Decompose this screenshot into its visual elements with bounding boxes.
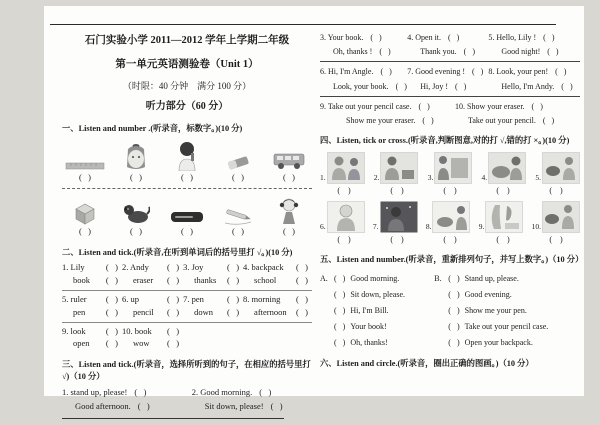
answer-bracket[interactable]: ( ) bbox=[334, 306, 346, 316]
dashed-divider bbox=[62, 188, 312, 189]
girl-image bbox=[266, 197, 312, 225]
answer-bracket[interactable]: ( ) bbox=[448, 322, 460, 332]
backpack-image bbox=[113, 141, 159, 171]
sentence-option: 5. Hello, Lily ! ( ) bbox=[488, 33, 555, 42]
table-rule bbox=[62, 290, 312, 291]
answer-bracket[interactable]: ( ) bbox=[448, 33, 460, 42]
answer-bracket[interactable]: ( ) bbox=[549, 185, 563, 195]
word-option: wow ( ) bbox=[132, 338, 180, 349]
scene-image-9: 9. bbox=[479, 201, 524, 233]
answer-bracket[interactable]: ( ) bbox=[105, 306, 118, 317]
sentence-order-item: B. ( ) Stand up, please. bbox=[434, 273, 519, 283]
left-column-end-rule bbox=[62, 418, 284, 419]
answer-bracket[interactable]: ( ) bbox=[418, 101, 430, 111]
word-option: 1. Lily ( ) bbox=[62, 261, 118, 272]
answer-bracket[interactable]: ( ) bbox=[561, 81, 573, 91]
sentence-option: 6. Hi, I'm Angle. ( ) bbox=[320, 67, 392, 77]
section1-bracket-row-1 bbox=[62, 172, 312, 184]
answer-bracket[interactable]: ( ) bbox=[455, 81, 467, 91]
sentence-option: 1. stand up, please! ( ) bbox=[62, 386, 147, 397]
sentence-order-item: ( ) Take out your pencil case. bbox=[448, 322, 549, 332]
answer-bracket[interactable]: ( ) bbox=[543, 33, 555, 42]
sentence-option: Look, your book. ( ) bbox=[333, 81, 407, 91]
page-top-rule bbox=[50, 24, 556, 25]
ruler-image bbox=[62, 161, 108, 171]
sentence-option: 10. Show your eraser. ( ) bbox=[455, 101, 543, 111]
section4-header: 四、Listen, tick or cross.(听录音,判断图意,对的打 √,错的打 ×。)(10 分) bbox=[320, 136, 570, 146]
answer-bracket[interactable]: ( ) bbox=[334, 338, 346, 348]
answer-bracket[interactable]: ( ) bbox=[167, 338, 180, 349]
answer-bracket[interactable]: ( ) bbox=[137, 401, 150, 412]
answer-bracket[interactable]: ( ) bbox=[295, 306, 308, 317]
sentence-order-item: ( ) Sit down, please. bbox=[334, 289, 405, 299]
answer-bracket[interactable]: ( ) bbox=[496, 185, 510, 195]
sentence-option: Oh, thanks ! ( ) bbox=[333, 47, 391, 57]
answer-bracket[interactable]: ( ) bbox=[227, 274, 240, 285]
boy-image bbox=[164, 141, 210, 171]
answer-bracket[interactable]: ( ) bbox=[282, 226, 296, 237]
section5-sentence-lists bbox=[320, 273, 580, 349]
word-option: school ( ) bbox=[254, 274, 308, 285]
answer-bracket[interactable]: ( ) bbox=[105, 325, 118, 336]
section3-rule bbox=[320, 96, 580, 97]
sentence-option: Hello, I'm Andy. ( ) bbox=[501, 81, 573, 91]
section1-header: 一、Listen and number .(听录音，标数字。)(10 分) bbox=[62, 123, 243, 133]
sentence-option: Take out your pencil. ( ) bbox=[468, 115, 555, 125]
word-option: eraser ( ) bbox=[132, 274, 180, 285]
answer-bracket[interactable]: ( ) bbox=[227, 306, 240, 317]
answer-bracket[interactable]: ( ) bbox=[129, 226, 143, 237]
sentence-order-item: ( ) Oh, thanks! bbox=[334, 338, 388, 348]
answer-bracket[interactable]: ( ) bbox=[334, 322, 346, 332]
left-column bbox=[62, 28, 312, 419]
answer-bracket[interactable]: ( ) bbox=[334, 289, 346, 299]
answer-bracket[interactable]: ( ) bbox=[448, 306, 460, 316]
scene-image-4: 4. bbox=[482, 152, 527, 184]
answer-bracket[interactable]: ( ) bbox=[78, 226, 92, 237]
sentence-order-item: ( ) Show me your pen. bbox=[448, 306, 527, 316]
scene-image-10: 10. bbox=[532, 201, 580, 233]
word-option: 9. look ( ) bbox=[62, 325, 118, 336]
answer-bracket[interactable]: ( ) bbox=[443, 234, 457, 244]
answer-bracket[interactable]: ( ) bbox=[259, 386, 272, 397]
sentence-order-item: ( ) Hi, I'm Bill. bbox=[334, 306, 389, 316]
exam-title: 第一单元英语测验卷（Unit 1） bbox=[115, 58, 259, 70]
answer-bracket[interactable]: ( ) bbox=[390, 185, 404, 195]
section1-image-row-2 bbox=[62, 193, 312, 225]
section2-word-table bbox=[62, 262, 312, 350]
answer-bracket[interactable]: ( ) bbox=[448, 289, 460, 299]
answer-bracket[interactable]: ( ) bbox=[379, 47, 391, 57]
answer-bracket[interactable]: ( ) bbox=[337, 234, 351, 244]
eraser-image bbox=[215, 153, 261, 171]
section3-rule bbox=[320, 61, 580, 62]
section4-image-row-2 bbox=[320, 201, 580, 233]
sentence-option: Sit down, please! ( ) bbox=[204, 401, 283, 412]
sentence-option: 8. Look, your pen! ( ) bbox=[488, 67, 567, 77]
answer-bracket[interactable]: ( ) bbox=[295, 293, 308, 304]
answer-bracket[interactable]: ( ) bbox=[105, 261, 118, 272]
section1-image-row-1 bbox=[62, 139, 312, 171]
pencil-case-image bbox=[164, 209, 210, 225]
answer-bracket[interactable]: ( ) bbox=[448, 338, 460, 348]
sentence-order-item: ( ) Open your backpack. bbox=[448, 338, 533, 348]
scene-image-3: 3. bbox=[428, 152, 473, 184]
word-option: pen ( ) bbox=[73, 306, 118, 317]
answer-bracket[interactable]: ( ) bbox=[380, 67, 392, 77]
sentence-option: Good night! ( ) bbox=[501, 47, 559, 57]
answer-bracket[interactable]: ( ) bbox=[472, 67, 484, 77]
sentence-option: 9. Take out your pencil case. ( ) bbox=[320, 101, 430, 111]
answer-bracket[interactable]: ( ) bbox=[295, 274, 308, 285]
word-option: 10. book ( ) bbox=[121, 325, 180, 336]
section3-items-left bbox=[62, 387, 312, 414]
word-option: 2. Andy ( ) bbox=[121, 261, 180, 272]
school-title: 石门实验小学 2011—2012 学年上学期二年级 bbox=[84, 35, 290, 46]
sentence-order-item: A. ( ) Good morning. bbox=[320, 273, 400, 283]
sentence-option: Thank you. ( ) bbox=[420, 47, 475, 57]
section6-header: 六、Listen and circle.(听录音，圈出正确的图画。)（10 分） bbox=[320, 358, 534, 368]
answer-bracket[interactable]: ( ) bbox=[167, 274, 180, 285]
section2-header: 二、Listen and tick.(听录音,在听到单词后的括号里打 √。)(10 分) bbox=[62, 248, 293, 258]
answer-bracket[interactable]: ( ) bbox=[531, 101, 543, 111]
answer-bracket[interactable]: ( ) bbox=[167, 261, 180, 272]
answer-bracket[interactable]: ( ) bbox=[227, 261, 240, 272]
answer-bracket[interactable]: ( ) bbox=[395, 81, 407, 91]
word-option: 6. up ( ) bbox=[121, 293, 180, 304]
gift-box-image bbox=[62, 201, 108, 225]
scene-image-6: 6. bbox=[320, 201, 365, 233]
pen-image bbox=[215, 207, 261, 225]
sentence-option: 2. Good morning. ( ) bbox=[191, 386, 272, 397]
section3-items-right-group3 bbox=[320, 101, 580, 126]
word-option: 8. morning ( ) bbox=[243, 293, 308, 304]
answer-bracket[interactable]: ( ) bbox=[231, 226, 245, 237]
section1-bracket-row-2 bbox=[62, 226, 312, 238]
listening-part-title: 听力部分（60 分） bbox=[145, 100, 229, 112]
word-option: open ( ) bbox=[73, 338, 118, 349]
answer-bracket[interactable]: ( ) bbox=[231, 171, 245, 182]
sentence-order-item: ( ) Your book! bbox=[334, 322, 387, 332]
word-option: thanks ( ) bbox=[194, 274, 240, 285]
scene-image-5: 5. bbox=[535, 152, 580, 184]
scene-image-1: 1. bbox=[320, 152, 365, 184]
answer-bracket[interactable]: ( ) bbox=[547, 47, 559, 57]
answer-bracket[interactable]: ( ) bbox=[180, 226, 194, 237]
answer-bracket[interactable]: ( ) bbox=[463, 47, 475, 57]
answer-bracket[interactable]: ( ) bbox=[390, 234, 404, 244]
answer-bracket[interactable]: ( ) bbox=[78, 171, 92, 182]
answer-bracket[interactable]: ( ) bbox=[105, 274, 118, 285]
sentence-option: 7. Good evening ! ( ) bbox=[407, 67, 484, 77]
answer-bracket[interactable]: ( ) bbox=[105, 338, 118, 349]
scene-image-8: 8. bbox=[426, 201, 471, 233]
answer-bracket[interactable]: ( ) bbox=[370, 33, 382, 42]
section4-bracket-row-2 bbox=[320, 234, 580, 245]
sentence-option: Hi, Joy ! ( ) bbox=[420, 81, 467, 91]
test-paper-sheet bbox=[44, 6, 584, 412]
scene-image-7: 7. bbox=[373, 201, 418, 233]
word-option: pencil ( ) bbox=[132, 306, 180, 317]
sentence-option: 3. Your book. ( ) bbox=[320, 33, 382, 42]
section3-items-right-group1 bbox=[320, 32, 580, 57]
answer-bracket[interactable]: ( ) bbox=[129, 171, 143, 182]
answer-bracket[interactable]: ( ) bbox=[105, 293, 118, 304]
answer-bracket[interactable]: ( ) bbox=[549, 234, 563, 244]
dog-image bbox=[113, 201, 159, 225]
word-option: afternoon ( ) bbox=[254, 306, 308, 317]
scene-image-2: 2. bbox=[374, 152, 419, 184]
answer-bracket[interactable]: ( ) bbox=[542, 115, 555, 125]
sentence-option: 4. Open it. ( ) bbox=[407, 33, 460, 42]
answer-bracket[interactable]: ( ) bbox=[270, 401, 283, 412]
section5-header: 五、Listen and number.(听录音，重新排列句子，并写上数字。)（10 分） bbox=[320, 255, 584, 265]
word-option: down ( ) bbox=[194, 306, 240, 317]
answer-bracket[interactable]: ( ) bbox=[555, 67, 567, 77]
sentence-option: Show me your eraser. ( ) bbox=[346, 115, 434, 125]
sentence-option: Good afternoon. ( ) bbox=[75, 401, 150, 412]
answer-bracket[interactable]: ( ) bbox=[295, 261, 308, 272]
answer-bracket[interactable]: ( ) bbox=[337, 185, 351, 195]
answer-bracket[interactable]: ( ) bbox=[180, 171, 194, 182]
answer-bracket[interactable]: ( ) bbox=[496, 234, 510, 244]
word-option: 5. ruler ( ) bbox=[62, 293, 118, 304]
answer-bracket[interactable]: ( ) bbox=[167, 293, 180, 304]
section4-image-row-1 bbox=[320, 152, 580, 184]
word-option: 3. Joy ( ) bbox=[183, 261, 240, 272]
sentence-order-item: ( ) Good evening. bbox=[448, 289, 512, 299]
answer-bracket[interactable]: ( ) bbox=[282, 171, 296, 182]
section4-bracket-row-1 bbox=[320, 185, 580, 196]
answer-bracket[interactable]: ( ) bbox=[167, 325, 180, 336]
table-rule bbox=[62, 322, 312, 323]
answer-bracket[interactable]: ( ) bbox=[134, 386, 147, 397]
word-option: 4. backpack ( ) bbox=[243, 261, 308, 272]
answer-bracket[interactable]: ( ) bbox=[334, 273, 346, 283]
answer-bracket[interactable]: ( ) bbox=[167, 306, 180, 317]
word-option: book ( ) bbox=[73, 274, 118, 285]
section3-items-right-group2 bbox=[320, 66, 580, 91]
answer-bracket[interactable]: ( ) bbox=[443, 185, 457, 195]
answer-bracket[interactable]: ( ) bbox=[448, 273, 460, 283]
answer-bracket[interactable]: ( ) bbox=[422, 115, 434, 125]
right-column bbox=[320, 32, 584, 369]
time-score-line: （时限：40 分钟 满分 100 分） bbox=[122, 81, 252, 92]
answer-bracket[interactable]: ( ) bbox=[227, 293, 240, 304]
school-bus-image bbox=[266, 149, 312, 171]
section3-header: 三、Listen and tick.(听录音，选择所听到的句子，在相应的括号里打 √)（10 分） bbox=[62, 360, 311, 381]
word-option: 7. pen ( ) bbox=[183, 293, 240, 304]
